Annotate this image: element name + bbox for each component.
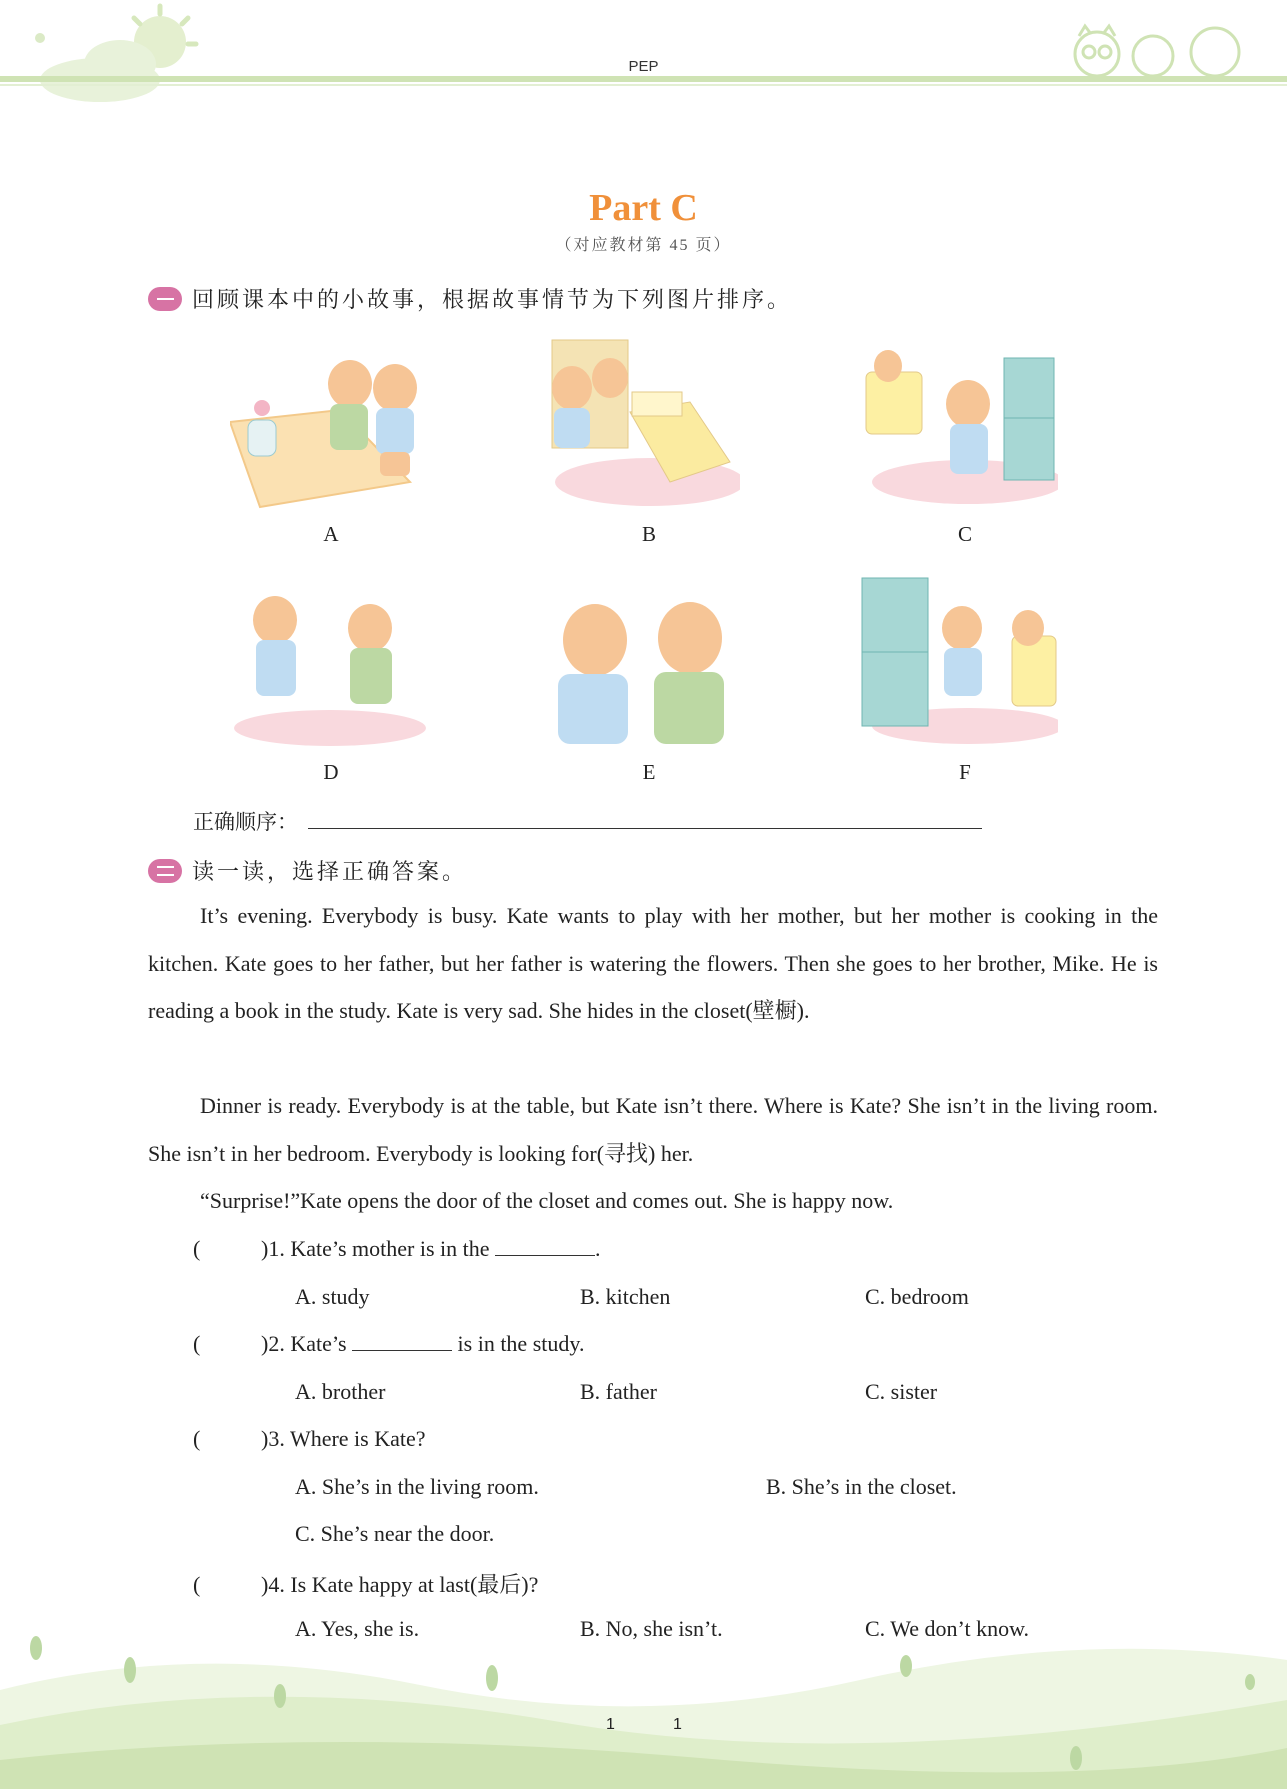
picture-label-e: E xyxy=(642,760,656,784)
question-2-option-a[interactable]: A. brother xyxy=(295,1379,386,1404)
question-4-option-a[interactable]: A. Yes, she is. xyxy=(295,1616,420,1641)
sun-cloud-decoration xyxy=(0,0,200,110)
answer-paren[interactable]: ( xyxy=(193,1236,201,1261)
order-label: 正确顺序： xyxy=(193,810,298,834)
answer-paren[interactable]: ( xyxy=(193,1426,201,1451)
section-2-badge xyxy=(148,859,182,883)
page-number-right: 1 xyxy=(673,1716,682,1733)
question-3: ( )3. Where is Kate? xyxy=(193,1426,426,1451)
bear-at-fridge-illustration xyxy=(858,332,1058,512)
picture-label-c: C xyxy=(957,522,972,546)
page-number-left: 1 xyxy=(606,1716,615,1733)
section-2-instruction: 读一读，选择正确答案。 xyxy=(192,860,468,885)
fill-blank[interactable] xyxy=(352,1332,452,1351)
header-band xyxy=(0,76,1287,82)
question-2-option-b[interactable]: B. father xyxy=(580,1379,657,1404)
passage-paragraph-2: Dinner is ready. Everybody is at the table, but Kate isn’t there. Where is Kate? She isn’t in the living room. She isn’t in her bedroom. Everybody is looking for(寻找) her. xyxy=(148,1093,1158,1166)
bears-talking-illustration xyxy=(540,580,740,760)
section-1-badge xyxy=(148,287,182,311)
question-2-option-c[interactable]: C. sister xyxy=(865,1379,938,1404)
picture-label-b: B xyxy=(641,522,656,546)
section-2-heading xyxy=(148,855,467,886)
question-3-option-b[interactable]: B. She’s in the closet. xyxy=(766,1474,957,1499)
question-3-option-c[interactable]: C. She’s near the door. xyxy=(295,1521,495,1546)
order-answer-line[interactable] xyxy=(308,828,982,829)
passage-paragraph-1: It’s evening. Everybody is busy. Kate wants to play with her mother, but her mother is cooking in the kitchen. Kate goes to her father, but her father is watering the flowers. Then she goes to her brother, Mike. He is reading a book in the study. Kate is very sad. She hides in the closet(壁橱). xyxy=(148,903,1158,1023)
question-1: ( )1. Kate’s mother is in the . xyxy=(193,1236,601,1261)
section-1-instruction: 回顾课本中的小故事，根据故事情节为下列图片排序。 xyxy=(192,288,793,313)
bears-at-table-illustration xyxy=(230,332,430,512)
question-4-option-c[interactable]: C. We don’t know. xyxy=(865,1616,1030,1641)
page-subtitle: （对应教材第 45 页） xyxy=(555,237,732,254)
bears-at-bed-illustration xyxy=(540,332,740,512)
bear-at-fridge-sofa-illustration xyxy=(858,568,1058,748)
picture-label-a: A xyxy=(323,522,339,546)
question-2: ( )2. Kate’s is in the study. xyxy=(193,1331,585,1356)
question-1-option-a[interactable]: A. study xyxy=(295,1284,370,1309)
question-1-option-b[interactable]: B. kitchen xyxy=(580,1284,671,1309)
bears-walking-illustration xyxy=(230,568,430,748)
fill-blank[interactable] xyxy=(495,1237,595,1256)
picture-label-f: F xyxy=(959,760,971,784)
picture-label-d: D xyxy=(323,760,339,784)
page-title: Part C xyxy=(589,187,698,229)
question-4: ( )4. Is Kate happy at last(最后)? xyxy=(193,1572,539,1597)
answer-paren[interactable]: ( xyxy=(193,1572,201,1597)
footer-hills-decoration xyxy=(0,1630,1287,1789)
header-label: PEP xyxy=(628,58,659,75)
section-1-heading xyxy=(148,283,792,314)
question-1-option-c[interactable]: C. bedroom xyxy=(865,1284,969,1309)
question-3-option-a[interactable]: A. She’s in the living room. xyxy=(295,1474,539,1499)
question-4-option-b[interactable]: B. No, she isn’t. xyxy=(580,1616,723,1641)
answer-paren[interactable]: ( xyxy=(193,1331,201,1356)
header-band-thin xyxy=(0,84,1287,86)
passage-paragraph-3: “Surprise!”Kate opens the door of the closet and comes out. She is happy now. xyxy=(200,1188,894,1213)
